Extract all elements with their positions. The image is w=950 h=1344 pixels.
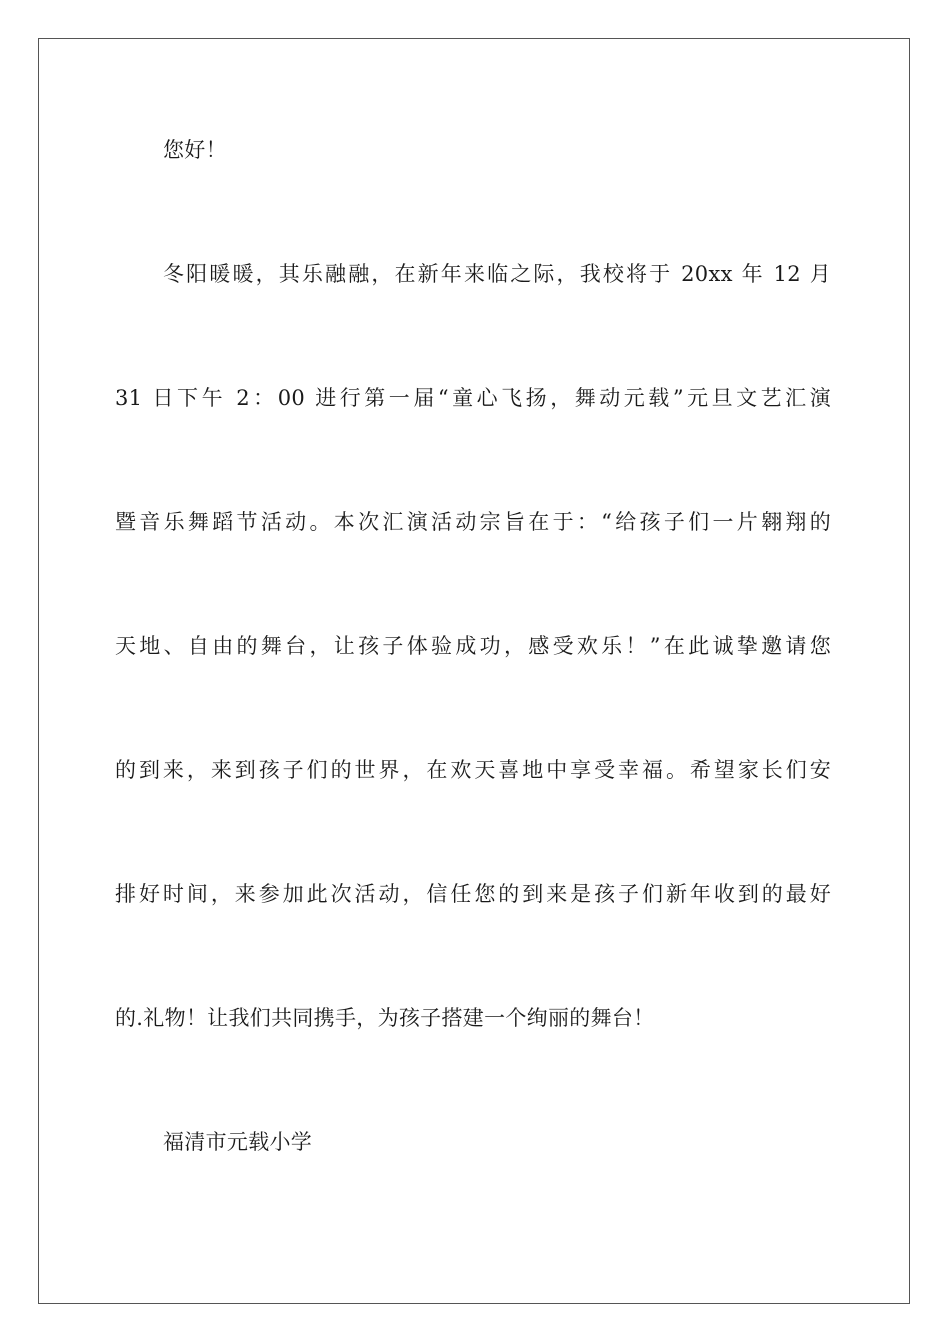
body-line-6: 排好时间，来参加此次活动，信任您的到来是孩子们新年收到的最好 (115, 882, 831, 906)
body-line-7: 的.礼物！让我们共同携手，为孩子搭建一个绚丽的舞台！ (115, 1006, 655, 1030)
body-line-2: 31 日下午 2：00 进行第一届“童心飞扬，舞动元载”元旦文艺汇演 (115, 386, 831, 410)
body-line-5: 的到来，来到孩子们的世界，在欢天喜地中享受幸福。希望家长们安 (115, 758, 831, 782)
greeting: 您好！ (163, 138, 227, 162)
body-line-1: 冬阳暖暖，其乐融融，在新年来临之际，我校将于 20xx 年 12 月 (163, 262, 831, 286)
page-border (38, 38, 910, 1304)
signature: 福清市元载小学 (163, 1130, 313, 1154)
body-line-3: 暨音乐舞蹈节活动。本次汇演活动宗旨在于：“给孩子们一片翱翔的 (115, 510, 831, 534)
body-line-4: 天地、自由的舞台，让孩子体验成功，感受欢乐！”在此诚挚邀请您 (115, 634, 831, 658)
